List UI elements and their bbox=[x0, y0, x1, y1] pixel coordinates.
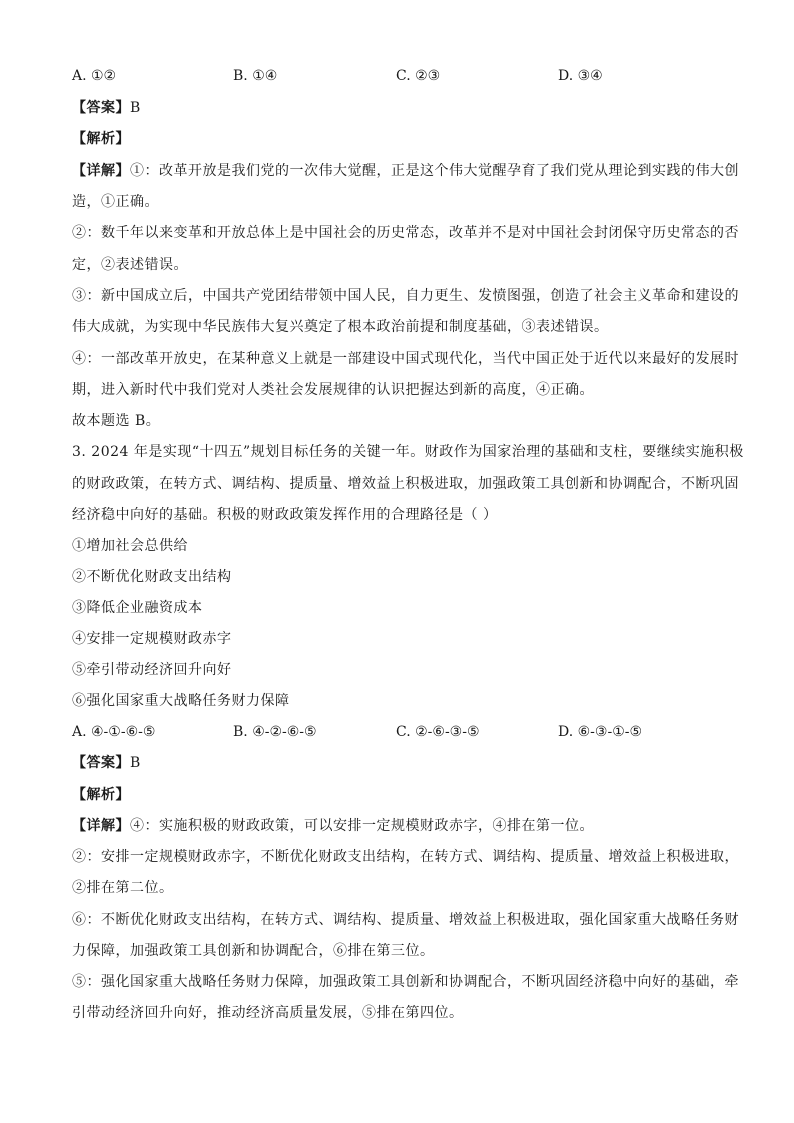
q2-option-a: A. ①② bbox=[72, 68, 117, 84]
q3-detail-line: 【详解】④：实施积极的财政政策，可以安排一定规模财政赤字，④排在第一位。 bbox=[72, 818, 594, 834]
q2-detail-line: 期，进入新时代中我们党对人类社会发展规律的认识把握达到新的高度，④正确。 bbox=[72, 382, 594, 398]
q3-item: ①增加社会总供给 bbox=[72, 538, 188, 554]
q2-conclusion: 故本题选 B。 bbox=[72, 413, 161, 429]
q2-detail-line: 造，①正确。 bbox=[72, 194, 159, 210]
q3-item: ⑥强化国家重大战略任务财力保障 bbox=[72, 693, 290, 709]
q3-stem-line: 的财政政策，在转方式、调结构、提质量、增效益上积极进取，加强政策工具创新和协调配合，不断巩固 bbox=[72, 476, 739, 492]
q2-detail-line: ④：一部改革开放史，在某种意义上就是一部建设中国式现代化，当代中国正处于近代以来最好的发展时 bbox=[72, 351, 739, 367]
q3-answer bbox=[72, 753, 722, 773]
q3-detail-line: 引带动经济回升向好，推动经济高质量发展，⑤排在第四位。 bbox=[72, 1005, 464, 1021]
q3-options bbox=[72, 722, 722, 742]
q3-option-d: D. ⑥-③-①-⑤ bbox=[558, 724, 643, 740]
q2-detail-line: ③：新中国成立后，中国共产党团结带领中国人民，自力更生、发愤图强，创造了社会主义革命和建设的 bbox=[72, 288, 739, 304]
q3-option-b: B. ④-②-⑥-⑤ bbox=[233, 724, 317, 740]
q3-detail-line: ⑤：强化国家重大战略任务财力保障，加强政策工具创新和协调配合，不断巩固经济稳中向好的基础，牵 bbox=[72, 974, 739, 990]
q3-analysis-label: 【解析】 bbox=[72, 787, 130, 803]
q2-answer-value: B bbox=[130, 100, 141, 116]
q3-item: ⑤牵引带动经济回升向好 bbox=[72, 662, 232, 678]
q2-option-b: B. ①④ bbox=[233, 68, 278, 84]
q2-option-c: C. ②③ bbox=[396, 68, 441, 84]
q3-item: ④安排一定规模财政赤字 bbox=[72, 631, 232, 647]
q2-detail-line: 伟大成就，为实现中华民族伟大复兴奠定了根本政治前提和制度基础，③表述错误。 bbox=[72, 319, 609, 335]
q2-detail-line: ②：数千年以来变革和开放总体上是中国社会的历史常态，改革并不是对中国社会封闭保守历史常态的否 bbox=[72, 225, 739, 241]
q3-answer-value: B bbox=[130, 755, 141, 771]
q2-answer bbox=[72, 98, 722, 118]
q3-detail-label: 【详解】 bbox=[72, 818, 130, 834]
q3-stem-line: 经济稳中向好的基础。积极的财政政策发挥作用的合理路径是（ ） bbox=[72, 507, 498, 523]
q2-detail-label: 【详解】 bbox=[72, 163, 130, 179]
q3-stem-line: 3. 2024 年是实现“十四五”规划目标任务的关键一年。财政作为国家治理的基础和支柱，要继续实施积极 bbox=[72, 444, 744, 460]
q3-detail-line: ②：安排一定规模财政赤字，不断优化财政支出结构，在转方式、调结构、提质量、增效益上积极进取， bbox=[72, 849, 739, 865]
q3-detail-line: ②排在第二位。 bbox=[72, 880, 174, 896]
q3-item: ③降低企业融资成本 bbox=[72, 600, 203, 616]
q3-option-c: C. ②-⑥-③-⑤ bbox=[396, 724, 480, 740]
q3-option-a: A. ④-①-⑥-⑤ bbox=[72, 724, 156, 740]
q2-answer-label: 【答案】 bbox=[72, 100, 130, 116]
q2-detail-line: 【详解】①：改革开放是我们党的一次伟大觉醒，正是这个伟大觉醒孕育了我们党从理论到实践的伟大创 bbox=[72, 163, 739, 179]
q2-detail-line: 定，②表述错误。 bbox=[72, 257, 188, 273]
q3-detail-line: ⑥：不断优化财政支出结构，在转方式、调结构、提质量、增效益上积极进取，强化国家重大战略任务财 bbox=[72, 912, 739, 928]
q2-option-d: D. ③④ bbox=[558, 68, 603, 84]
q2-options bbox=[72, 66, 722, 86]
q3-answer-label: 【答案】 bbox=[72, 755, 130, 771]
q3-detail-line: 力保障，加强政策工具创新和协调配合，⑥排在第三位。 bbox=[72, 943, 435, 959]
q2-analysis-label: 【解析】 bbox=[72, 131, 130, 147]
q3-item: ②不断优化财政支出结构 bbox=[72, 569, 232, 585]
